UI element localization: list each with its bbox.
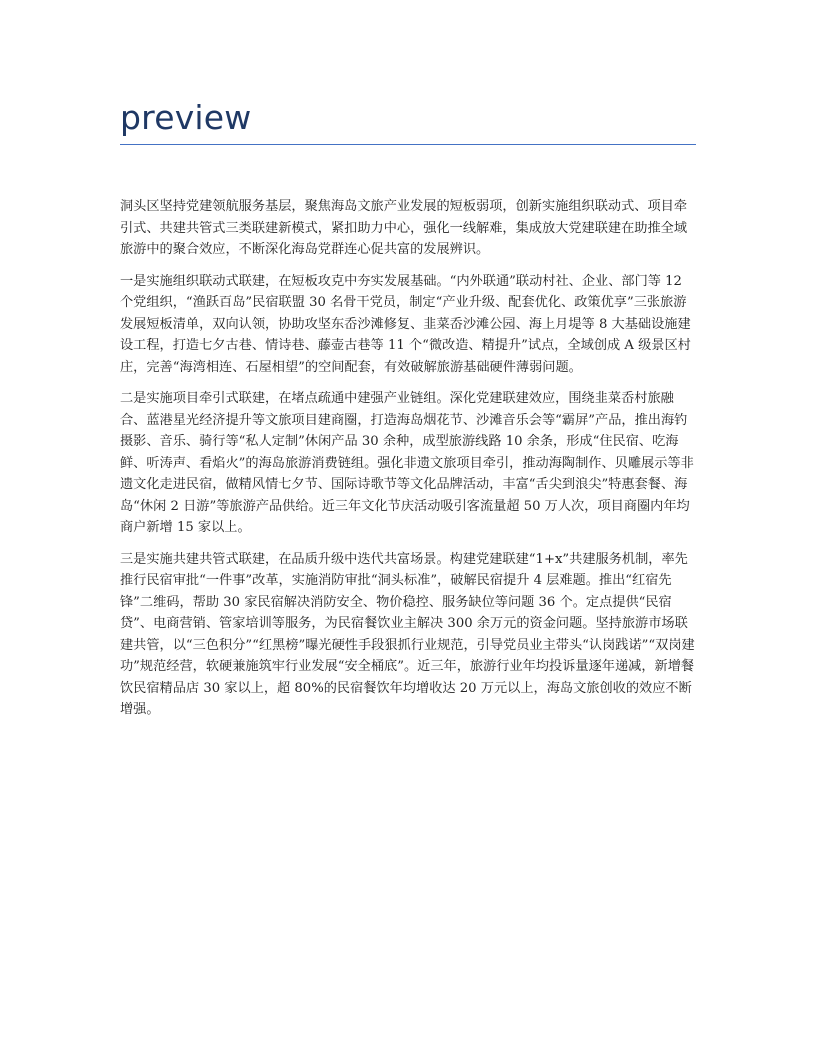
paragraph-organization-linkage: 一是实施组织联动式联建，在短板攻克中夯实发展基础。“内外联通”联动村社、企业、部门等 12 个党组织，“渔跃百岛”民宿联盟 30 名骨干党员，制定“产业升级、配套优化、政策优享”三张旅游发展短板清单，双向认领，协助攻坚东岙沙滩修复、韭菜岙沙滩公园、海上月堤等 8 大基础设施建设工程，打造七夕古巷、情诗巷、藤壶古巷等 11 个“微改造、精提升”试点，全域创成 A 级景区村庄，完善“海湾相连、石屋相望”的空间配套，有效破解旅游基础硬件薄弱问题。 bbox=[120, 273, 691, 375]
paragraph-co-management: 三是实施共建共管式联建，在品质升级中迭代共富场景。构建党建联建“1+x”共建服务机制，率先推行民宿审批“一件事”改革，实施消防审批“洞头标准”，破解民宿提升 4 层难题。推出“红宿先锋”二维码，帮助 30 家民宿解决消防安全、物价稳控、服务缺位等问题 36 个。定点提供“民宿贷”、电商营销、管家培训等服务，为民宿餐饮业主解决 300 余万元的资金问题。坚持旅游市场联建共管，以“三色积分”“红黑榜”曝光硬性手段狠抓行业规范，引导党员业主带头“认岗践诺”“双岗建功”规范经营，软硬兼施筑牢行业发展“安全桶底”。近三年，旅游行业年均投诉量逐年递减，新增餐饮民宿精品店 30 家以上，超 80%的民宿餐饮年均增收达 20 万元以上，海岛文旅创收的效应不断增强。 bbox=[120, 551, 695, 717]
document-title: preview bbox=[120, 98, 252, 137]
paragraph-project-traction: 二是实施项目牵引式联建，在堵点疏通中建强产业链组。深化党建联建效应，围绕韭菜岙村旅融合、蓝港星光经济提升等文旅项目建商圈，打造海岛烟花节、沙滩音乐会等“霸屏”产品，推出海钓摄影、音乐、骑行等“私人定制”休闲产品 30 余种，成型旅游线路 10 余条，形成“住民宿、吃海鲜、听涛声、看焰火”的海岛旅游消费链组。强化非遗文旅项目牵引，推动海陶制作、贝雕展示等非遗文化走进民宿，做精风情七夕节、国际诗歌节等文化品牌活动，丰富“舌尖到浪尖”特惠套餐、海岛“休闲 2 日游”等旅游产品供给。近三年文化节庆活动吸引客流量超 50 万人次，项目商圈内年均商户新增 15 家以上。 bbox=[120, 391, 694, 535]
document-body bbox=[120, 196, 698, 731]
paragraph-intro: 洞头区坚持党建领航服务基层，聚焦海岛文旅产业发展的短板弱项，创新实施组织联动式、项目牵引式、共建共管式三类联建新模式，紧扣助力中心，强化一线解难，集成放大党建联建在助推全域旅游中的聚合效应，不断深化海岛党群连心促共富的发展辨识。 bbox=[120, 199, 688, 257]
title-underline bbox=[120, 144, 696, 145]
